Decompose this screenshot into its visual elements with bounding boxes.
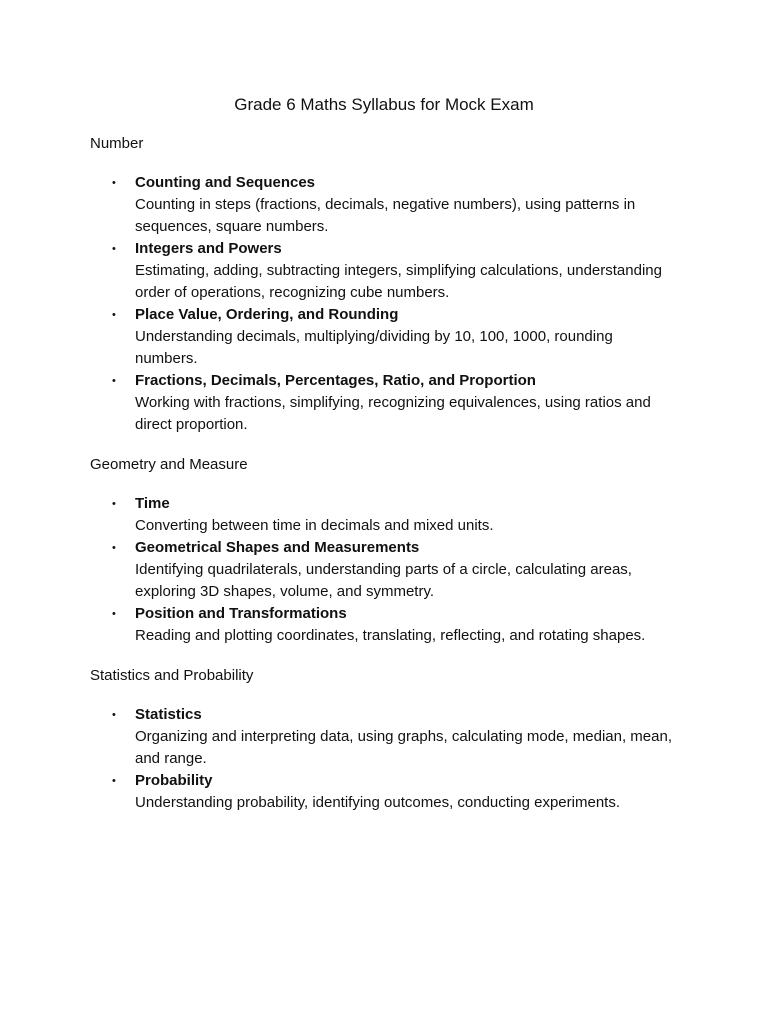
- bullet-icon: •: [112, 709, 116, 721]
- bullet-icon: •: [112, 309, 116, 321]
- topic-description: Understanding decimals, multiplying/dividing by 10, 100, 1000, rounding numbers.: [135, 328, 613, 367]
- bullet-icon: •: [112, 177, 116, 189]
- section-heading: Number: [90, 135, 144, 152]
- list-item: [90, 238, 678, 304]
- bullet-icon: •: [112, 498, 116, 510]
- bullet-icon: •: [112, 608, 116, 620]
- topic-description: Identifying quadrilaterals, understanding parts of a circle, calculating areas, exploring 3D shapes, volume, and symmetry.: [135, 561, 632, 600]
- topic-title: Fractions, Decimals, Percentages, Ratio, and Proportion: [135, 372, 536, 389]
- topic-title: Counting and Sequences: [135, 174, 316, 191]
- bullet-icon: •: [112, 243, 116, 255]
- bullet-icon: •: [112, 375, 116, 387]
- topic-list: [90, 704, 678, 814]
- topic-title: Geometrical Shapes and Measurements: [135, 539, 420, 556]
- list-item: [90, 172, 678, 238]
- topic-title: Integers and Powers: [135, 240, 282, 257]
- topic-description: Estimating, adding, subtracting integers, simplifying calculations, understanding order of operations, recognizing cube numbers.: [135, 262, 662, 301]
- list-item: [90, 304, 678, 370]
- topic-title: Time: [135, 495, 170, 512]
- topic-description: Reading and plotting coordinates, translating, reflecting, and rotating shapes.: [135, 627, 646, 644]
- topic-description: Counting in steps (fractions, decimals, negative numbers), using patterns in sequences, square numbers.: [135, 196, 636, 235]
- topic-title: Position and Transformations: [135, 605, 347, 622]
- list-item: [90, 370, 678, 436]
- page-title: Grade 6 Maths Syllabus for Mock Exam: [234, 95, 534, 114]
- list-item: [90, 493, 678, 537]
- section-statistics-and-probability: [90, 665, 678, 814]
- topic-list: [90, 172, 678, 436]
- list-item: [90, 603, 678, 647]
- topic-description: Converting between time in decimals and mixed units.: [135, 517, 494, 534]
- topic-description: Working with fractions, simplifying, recognizing equivalences, using ratios and direct proportion.: [135, 394, 651, 433]
- section-geometry-and-measure: [90, 454, 678, 647]
- topic-title: Place Value, Ordering, and Rounding: [135, 306, 399, 323]
- topic-list: [90, 493, 678, 647]
- list-item: [90, 537, 678, 603]
- topic-description: Organizing and interpreting data, using graphs, calculating mode, median, mean, and range.: [135, 728, 672, 767]
- topic-description: Understanding probability, identifying outcomes, conducting experiments.: [135, 794, 620, 811]
- bullet-icon: •: [112, 775, 116, 787]
- list-item: [90, 770, 678, 814]
- list-item: [90, 704, 678, 770]
- topic-title: Probability: [135, 772, 213, 789]
- section-heading: Statistics and Probability: [90, 667, 254, 684]
- section-heading: Geometry and Measure: [90, 456, 248, 473]
- topic-title: Statistics: [135, 706, 202, 723]
- bullet-icon: •: [112, 542, 116, 554]
- section-number: [90, 133, 678, 436]
